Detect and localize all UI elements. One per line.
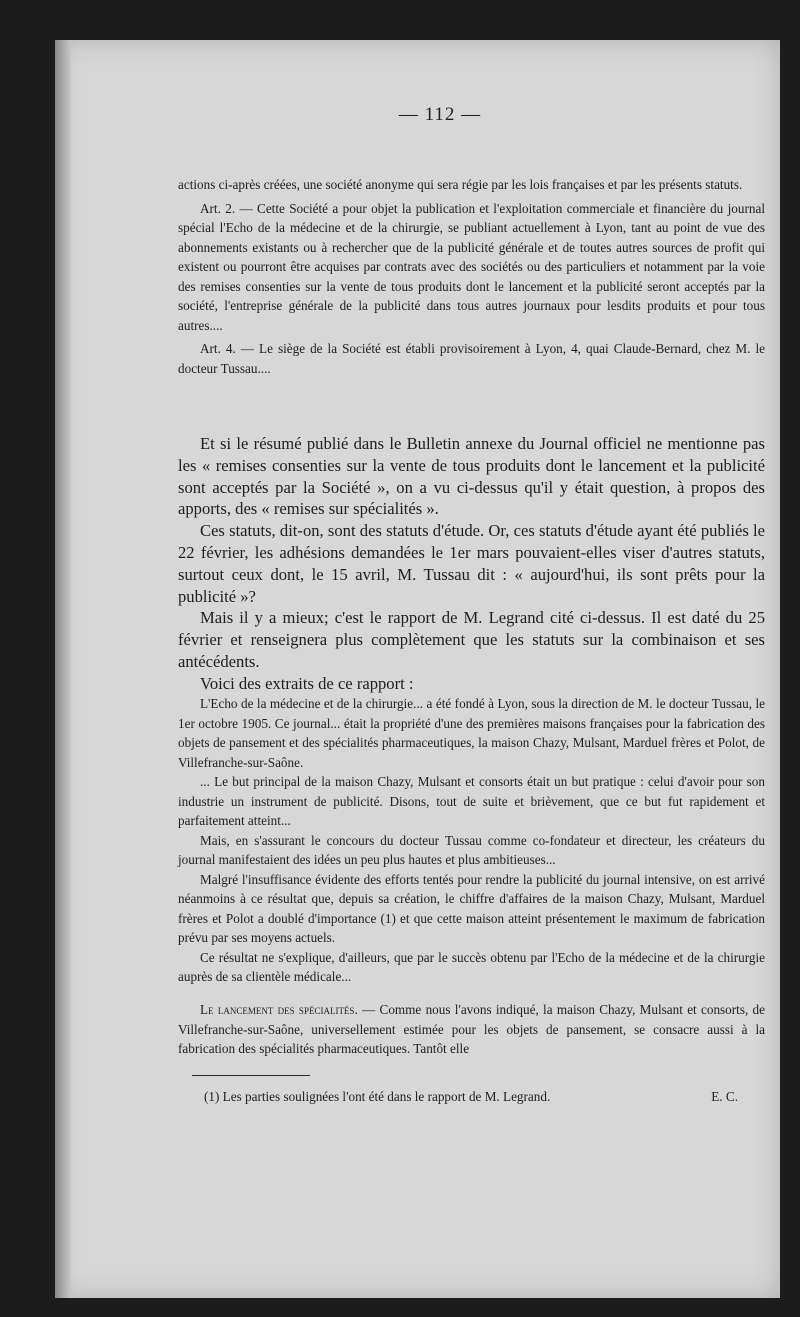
footnote-text: (1) Les parties soulignées l'ont été dans le rapport de M. Legrand. xyxy=(204,1089,551,1104)
main-paragraph-2: Ces statuts, dit-on, sont des statuts d'étude. Or, ces statuts d'étude ayant été publiés le 22 février, les adhésions demandées le 1er mars pouvaient-elles viser d'autres statuts, surtout ceux dont, le 15 avril, M. Tussau dit : « aujourd'hui, ils sont prêts pour la publicité »? xyxy=(178,521,765,606)
report-excerpt xyxy=(178,694,765,987)
main-paragraph-3: Mais il y a mieux; c'est le rapport de M. Legrand cité ci-dessus. Il est daté du 25 février et renseignera plus complètement que les statuts sur la combinaison et ses antécédents. xyxy=(178,608,765,671)
footnote xyxy=(204,1087,738,1106)
report-paragraph-2: ... Le but principal de la maison Chazy, Mulsant et consorts était un but pratique : celui d'avoir pour son industrie un instrument de publicité. Disons, tout de suite et brièvement, que ce but fut rapidement et parfaitement atteint... xyxy=(178,774,765,828)
statute-excerpt xyxy=(178,175,765,378)
section-launch xyxy=(178,1000,765,1059)
section-text: — Comme nous l'avons indiqué, la maison Chazy, Mulsant et consorts, de Villefranche-sur-Saône, universellement estimée pour les objets de pansement, se consacre aussi à la fabrication des spécialités pharmaceutiques. Tantôt elle xyxy=(178,1002,766,1056)
footnote-initials: E. C. xyxy=(711,1089,738,1104)
report-paragraph-4: Malgré l'insuffisance évidente des efforts tentés pour rendre la publicité du journal intensive, on est arrivé néanmoins à ce résultat que, depuis sa création, le chiffre d'affaires de la maison Chazy, Mulsant, Marduel frères et Polot a doublé d'importance (1) et que cette maison atteint présentement le maximum de fabrication prévu par ses moyens actuels. xyxy=(178,871,765,945)
statute-article-4: Art. 4. — Le siège de la Société est établi provisoirement à Lyon, 4, quai Claude-Bernard, chez M. le docteur Tussau.... xyxy=(178,341,765,376)
statute-article-2: Art. 2. — Cette Société a pour objet la publication et l'exploitation commerciale et financière du journal spécial l'Echo de la médecine et de la chirurgie, se publiant actuellement à Lyon, tant au point de vue des abonnements existants ou à rechercher que de la publicité générale et de toutes autres sources de profit qui existent ou pourront être acquises par contrats avec des sociétés ou des particuliers et notamment par la voie des remises consenties sur la vente de tous produits dont le lancement et la publicité seront acceptés par la société, l'entreprise générale de la publicité dans tous autres journaux pour lesdits produits et pour tous autres.... xyxy=(178,200,765,333)
section-heading: Le lancement des spécialités. xyxy=(200,1002,358,1017)
page-number: — 112 — xyxy=(398,104,482,125)
main-text xyxy=(178,433,765,695)
page-binding-edge xyxy=(55,40,71,1298)
report-paragraph-5: Ce résultat ne s'explique, d'ailleurs, que par le succès obtenu par l'Echo de la médecine et de la chirurgie auprès de sa clientèle médicale... xyxy=(178,949,765,984)
main-paragraph-1: Et si le résumé publié dans le Bulletin annexe du Journal officiel ne mentionne pas les « remises consenties sur la vente de tous produits dont le lancement et la publicité sont acceptés par la Société », on a vu ci-dessus qu'il y était question, à propos des apports, des « remises sur spécialités ». xyxy=(178,434,765,519)
statute-paragraph-1: actions ci-après créées, une société anonyme qui sera régie par les lois françaises et par les présents statuts. xyxy=(178,177,743,192)
report-paragraph-3: Mais, en s'assurant le concours du docteur Tussau comme co-fondateur et directeur, les créateurs du journal manifestaient des idées un peu plus hautes et plus ambitieuses... xyxy=(178,832,765,867)
footnote-divider xyxy=(192,1075,310,1076)
main-paragraph-4: Voici des extraits de ce rapport : xyxy=(200,673,414,693)
report-paragraph-1: L'Echo de la médecine et de la chirurgie... a été fondé à Lyon, sous la direction de M. le docteur Tussau, le 1er octobre 1905. Ce journal... était la propriété d'une des premières maisons françaises pour la fabrication des objets de pansement et des spécialités pharmaceutiques, la maison Chazy, Mulsant, Marduel frères et Polot, de Villefranche-sur-Saône. xyxy=(178,696,765,770)
